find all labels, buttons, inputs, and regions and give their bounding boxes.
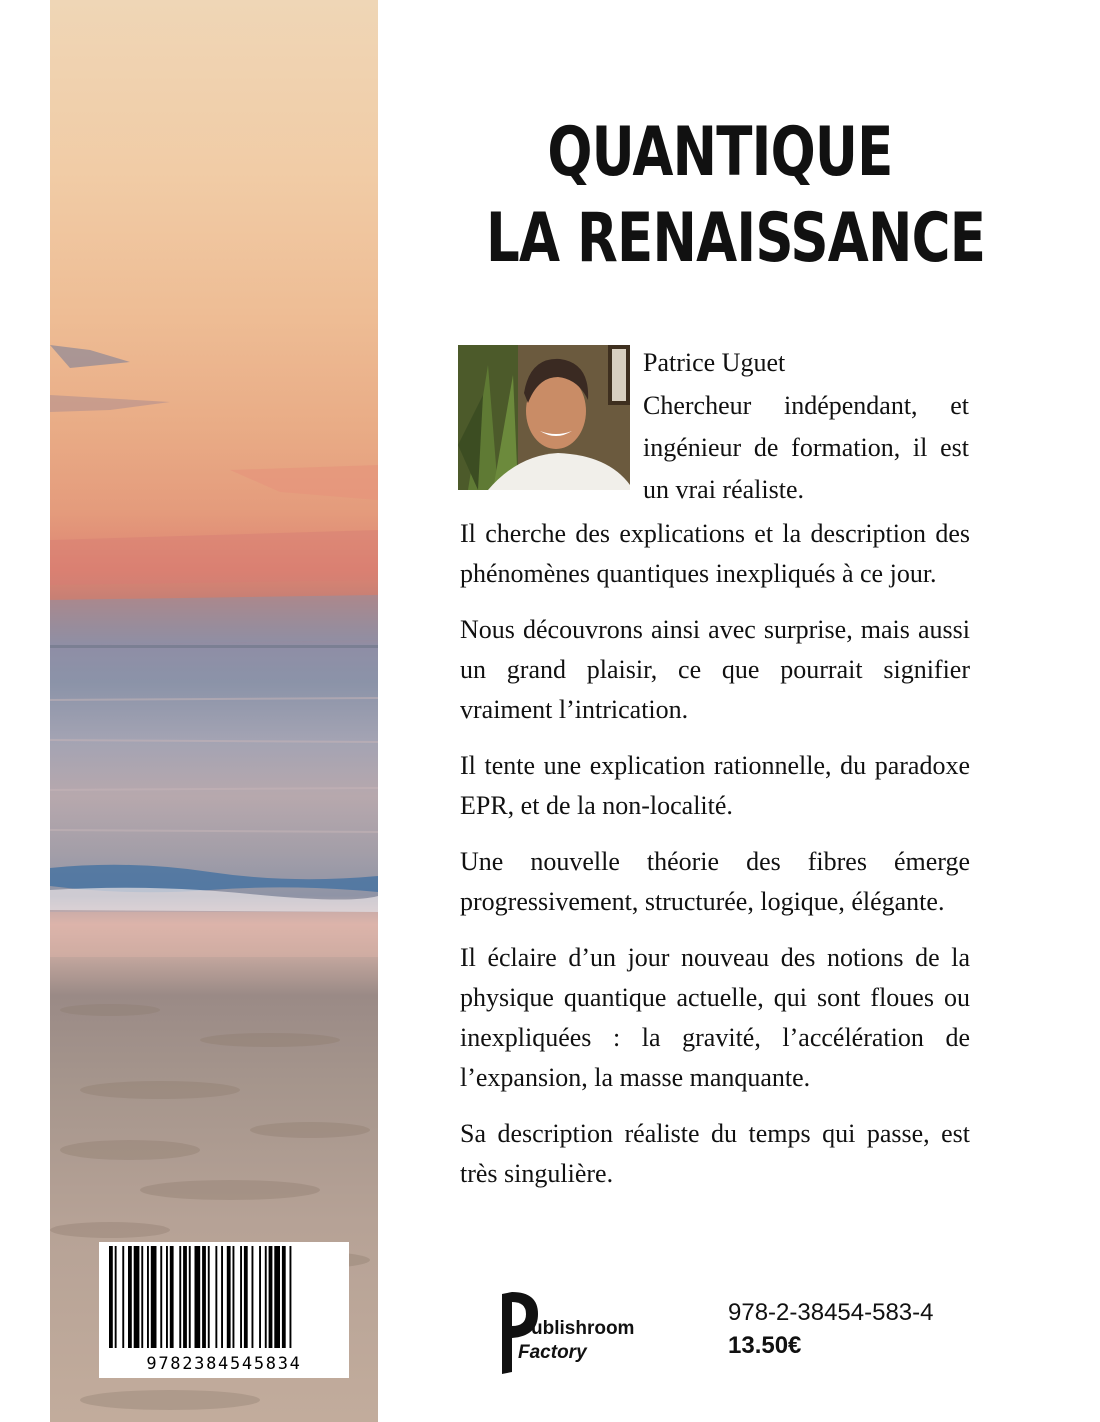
publisher-name-2: Factory [518,1342,587,1363]
title-line: LA RENAISSANCE [486,199,986,278]
publisher-name-1: ublishroom [531,1318,635,1339]
blurb-paragraph: Sa description réaliste du temps qui passe, est très singulière. [460,1119,970,1188]
book-title [486,110,986,282]
blurb-paragraph: Il tente une explication rationnelle, du paradoxe EPR, et de la non-localité. [460,751,970,820]
blurb-paragraph: Il éclaire d’un jour nouveau des notions de la physique quantique actuelle, qui sont floues ou inexpliquées : la gravité, l’accélération de l’expansion, la masse manquante. [460,943,970,1092]
author-portrait [458,345,630,490]
blurb-paragraph: Il cherche des explications et la description des phénomènes quantiques inexpliqués à ce jour. [460,519,970,588]
blurb-paragraph: Nous découvrons ainsi avec surprise, mais aussi un grand plaisir, ce que pourrait signifier vraiment l’intrication. [460,615,970,724]
blurb [460,514,970,1210]
title-line: QUANTIQUE [547,113,893,192]
blurb-paragraph: Une nouvelle théorie des fibres émerge progressivement, structurée, logique, élégante. [460,847,970,916]
author-bio: Chercheur indépendant, et ingénieur de formation, il est un vrai réaliste. [643,391,969,504]
barcode-digits: 9782384545834 [146,1354,302,1374]
publisher-logo [498,1288,648,1378]
isbn-text: 978-2-38454-583-4 [728,1299,934,1326]
sunset-beach-photo [50,0,378,1422]
author-name: Patrice Uguet [643,348,786,377]
isbn-barcode [99,1242,349,1378]
price: 13.50€ [728,1332,802,1359]
